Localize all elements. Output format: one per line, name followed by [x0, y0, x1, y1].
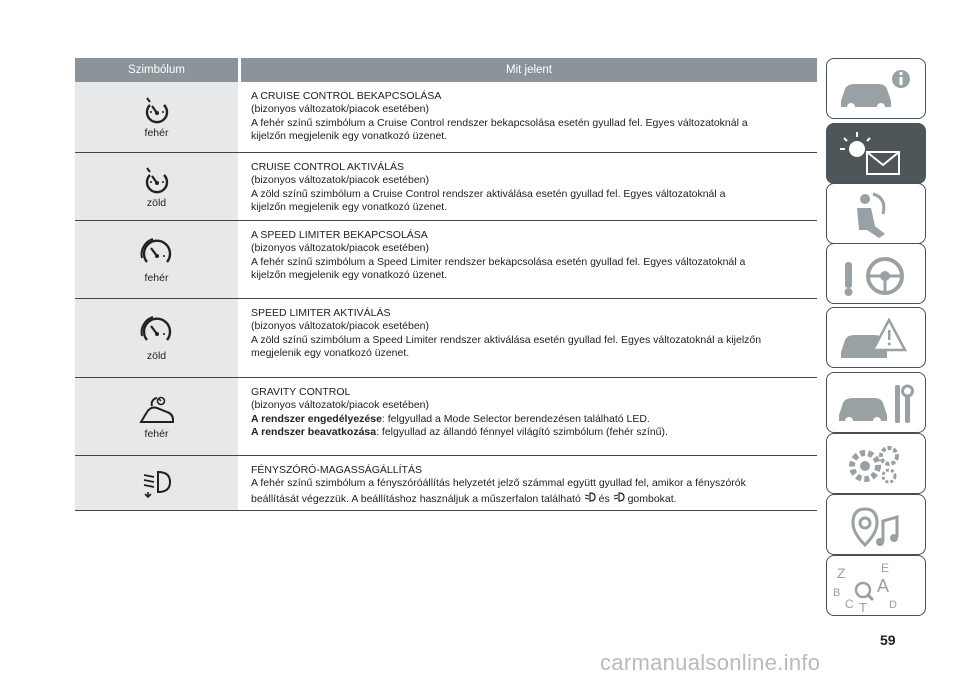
headlight-down-button-icon [584, 491, 596, 503]
row-subtitle: (bizonyos változatok/piacok esetében) [251, 242, 430, 255]
warning-symbols-table [75, 58, 817, 511]
headlight-leveling-icon [140, 466, 174, 500]
tab-car-info[interactable] [826, 58, 926, 119]
row-title: SPEED LIMITER AKTIVÁLÁS [251, 307, 391, 319]
multimedia-music-icon [827, 495, 927, 556]
row-text: kijelzőn megjelenik egy vonatkozó üzenet. [251, 201, 448, 214]
row-subtitle: (bizonyos változatok/piacok esetében) [251, 320, 430, 333]
alphabetical-index-icon [827, 556, 927, 617]
page-number: 59 [880, 632, 896, 648]
table-row [75, 221, 817, 299]
row-title: A SPEED LIMITER BEKAPCSOLÁSA [251, 229, 428, 241]
headlight-up-button-icon [613, 491, 625, 503]
meaning-cell [241, 456, 817, 510]
symbol-caption: fehér [144, 127, 169, 139]
row-text: A fehér színű szimbólum a Cruise Control rendszer bekapcsolása esetén gyullad fel. Egyes változatoknál a [251, 116, 748, 129]
row-text-part: beállítását végezzük. A beállításhoz használjuk a műszerfalon található [251, 492, 584, 505]
row-text: A fehér színű szimbólum a fényszóróállítás helyzetét jelző számmal együtt gyullad fel, amikor a fényszórók [251, 477, 746, 490]
warning-lights-message-icon [827, 124, 927, 185]
svg-text:C: C [845, 597, 854, 611]
row-subtitle: (bizonyos változatok/piacok esetében) [251, 174, 430, 187]
car-maintenance-tools-icon [827, 373, 927, 434]
settings-gears-icon [827, 434, 927, 495]
row-text: A fehér színű szimbólum a Speed Limiter rendszer bekapcsolása esetén gyullad fel. Egyes változatoknál a [251, 255, 746, 268]
svg-text:B: B [833, 587, 841, 599]
table-row [75, 153, 817, 221]
svg-text:E: E [881, 561, 890, 575]
svg-text:D: D [889, 599, 897, 611]
row-title: CRUISE CONTROL AKTIVÁLÁS [251, 161, 405, 173]
tab-safety[interactable] [826, 183, 926, 244]
tab-emergency[interactable] [826, 307, 926, 368]
table-header [75, 58, 817, 82]
symbol-cell [75, 153, 238, 220]
row-title: GRAVITY CONTROL [251, 386, 351, 398]
row-title: A CRUISE CONTROL BEKAPCSOLÁSA [251, 90, 442, 102]
gravity-control-icon [137, 394, 177, 426]
row-text: megjelenik egy vonatkozó üzenet. [251, 347, 410, 360]
symbol-caption: zöld [146, 350, 167, 362]
car-breakdown-warning-icon [827, 308, 927, 369]
speed-limiter-icon [139, 236, 175, 270]
row-text [251, 491, 817, 506]
cruise-control-icon [141, 165, 173, 195]
car-info-icon [827, 59, 927, 120]
symbol-cell [75, 221, 238, 298]
tab-warning-lights[interactable] [826, 123, 926, 184]
watermark: carmanualsonline.info [600, 650, 821, 675]
meaning-cell [241, 153, 817, 220]
row-subtitle: (bizonyos változatok/piacok esetében) [251, 103, 430, 116]
symbol-caption: fehér [144, 427, 169, 440]
enable-label: A rendszer engedélyezése [251, 412, 382, 425]
svg-text:Z: Z [837, 565, 846, 581]
row-text [251, 413, 817, 426]
tab-index[interactable] [826, 555, 926, 616]
svg-text:A: A [877, 576, 890, 596]
symbol-cell [75, 82, 238, 152]
table-row [75, 82, 817, 153]
tab-technical-data[interactable] [826, 433, 926, 494]
symbol-caption: zöld [146, 196, 167, 209]
header-meaning: Mit jelent [241, 58, 817, 82]
meaning-cell [241, 82, 817, 152]
key-steering-wheel-icon [827, 244, 927, 305]
header-symbol: Szimbólum [75, 58, 238, 82]
table-row [75, 299, 817, 378]
row-subtitle: (bizonyos változatok/piacok esetében) [251, 399, 430, 412]
symbol-cell [75, 299, 238, 377]
meaning-cell [241, 378, 817, 455]
row-text: kijelzőn megjelenik egy vonatkozó üzenet. [251, 130, 448, 143]
meaning-cell [241, 221, 817, 298]
tab-maintenance[interactable] [826, 372, 926, 433]
svg-text:T: T [859, 600, 867, 615]
tab-multimedia[interactable] [826, 494, 926, 555]
row-text [251, 426, 817, 439]
row-text-part: és [595, 492, 613, 505]
table-row [75, 456, 817, 511]
symbol-cell [75, 456, 238, 510]
row-text: A zöld színű szimbólum a Cruise Control rendszer aktiválása esetén gyullad fel. Egyes változatoknál a [251, 187, 726, 200]
row-title: FÉNYSZÓRÓ-MAGASSÁGÁLLÍTÁS [251, 464, 422, 476]
seat-airbag-icon [827, 184, 927, 245]
cruise-control-icon [141, 95, 173, 125]
row-text: A zöld színű szimbólum a Speed Limiter rendszer aktiválása esetén gyullad fel. Egyes változatoknál a kijelzőn [251, 333, 762, 346]
speed-limiter-icon [139, 314, 175, 348]
intervention-label: A rendszer beavatkozása [251, 426, 377, 439]
row-text-part: gombokat. [624, 492, 677, 505]
table-row [75, 378, 817, 456]
intervention-text: : felgyullad az állandó fénnyel világító szimbólum (fehér színű). [376, 426, 668, 439]
tab-starting-driving[interactable] [826, 243, 926, 304]
enable-text: : felgyullad a Mode Selector berendezésen található LED. [381, 412, 650, 425]
row-text: kijelzőn megjelenik egy vonatkozó üzenet. [251, 269, 448, 282]
meaning-cell [241, 299, 817, 377]
symbol-cell [75, 378, 238, 455]
symbol-caption: fehér [144, 271, 169, 284]
